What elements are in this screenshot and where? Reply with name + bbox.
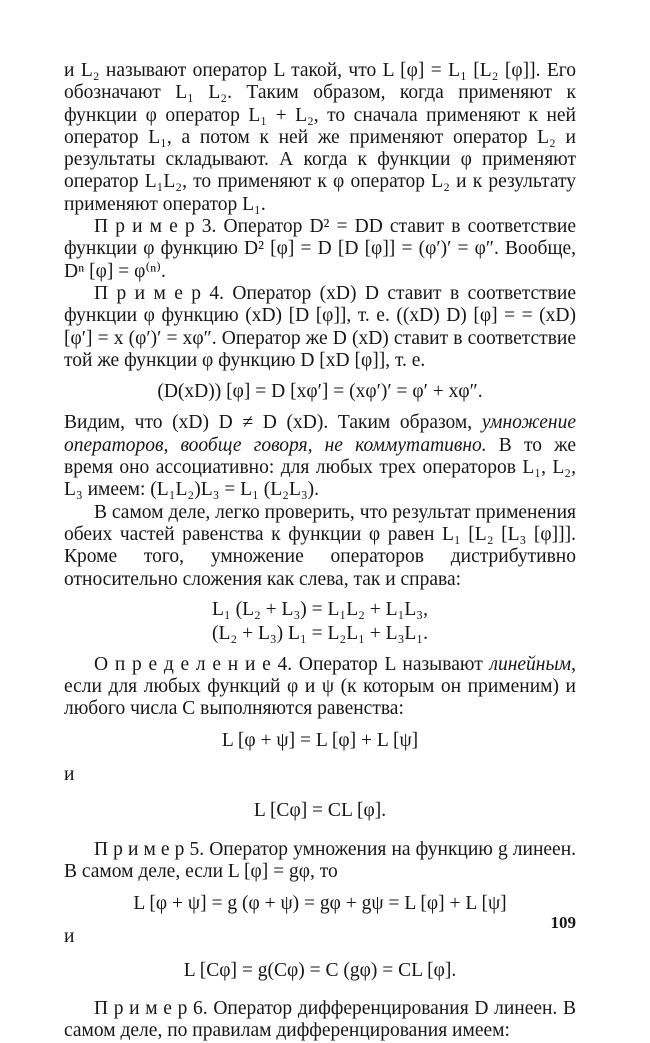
formula-distributivity: L₁ (L₂ + L₃) = L₁L₂ + L₁L₃, (L₂ + L₃) L₁ = L₂L₁ + L₃L₁. <box>212 598 428 644</box>
connector-and-1: и <box>64 764 75 786</box>
paragraph-noncommutative: Видим, что (xD) D ≠ D (xD). Таким образом, умножение операторов, вообще говоря, не коммутативно. В то же время оно ассоциативно: для любых трех операторов L₁, L₂, L₃ имеем: (L₁L₂)L₃ = L₁ (L₂L₃). <box>64 412 576 501</box>
paragraph-example-4: П р и м е р 4. Оператор (xD) D ставит в соответствие функции φ функцию (xD) [D [φ]], т. е. ((xD) D) [φ] = = (xD) [φ′] = x (φ′)′ = xφ″. Оператор же D (xD) ставит в соответствие той же функции φ функцию D [xD [φ]], т. е. <box>64 282 576 371</box>
paragraph-example-5: П р и м е р 5. Оператор умножения на функцию g линеен. В самом деле, если L [φ] = gφ, то <box>64 838 576 882</box>
page-number: 109 <box>550 913 576 932</box>
paragraph-example-3: П р и м е р 3. Оператор D² = DD ставит в соответствие функции φ функцию D² [φ] = D [D [φ]] = (φ′)′ = φ″. Вообще, Dⁿ [φ] = φ⁽ⁿ⁾. <box>64 216 576 282</box>
formula-homogeneity: L [Cφ] = CL [φ]. <box>253 800 387 822</box>
paragraph-product-definition: и L₂ называют оператор L такой, что L [φ] = L₁ [L₂ [φ]]. Его обозначают L₁ L₂. Таким образом, когда применяют к функции φ оператор L₁ + L₂, то сначала применяют к ней оператор L₁, а потом к ней же применяют оператор L₂ и результаты складывают. А когда к функции φ применяют оператор L₁L₂, то применяют к φ оператор L₂ и к результату применяют оператор L₁. <box>64 60 576 215</box>
paragraph-distributive: В самом деле, легко проверить, что результат применения обеих частей равенства к функции φ равен L₁ [L₂ [L₃ [φ]]]. Кроме того, умножение операторов дистрибутивно относительно сложения как слева, так и справа: <box>64 501 576 590</box>
formula-d-xd: (D(xD)) [φ] = D [xφ′] = (xφ′)′ = φ′ + xφ″. <box>157 381 483 403</box>
formula-multiplication-homogeneity: L [Cφ] = g(Cφ) = C (gφ) = CL [φ]. <box>183 959 457 981</box>
formula-additivity: L [φ + ψ] = L [φ] + L [ψ] <box>221 729 419 751</box>
paragraph-example-6: П р и м е р 6. Оператор дифференцирования D линеен. В самом деле, по правилам дифференцирования имеем: <box>64 998 576 1042</box>
paragraph-definition-4: О п р е д е л е н и е 4. Оператор L называют линейным, если для любых функций φ и ψ (к которым он применим) и любого числа C выполняются равенства: <box>64 653 576 720</box>
connector-and-2: и <box>64 925 75 947</box>
formula-multiplication-additivity: L [φ + ψ] = g (φ + ψ) = gφ + gψ = L [φ] + L [ψ] <box>133 893 507 915</box>
page-body <box>64 60 576 1043</box>
